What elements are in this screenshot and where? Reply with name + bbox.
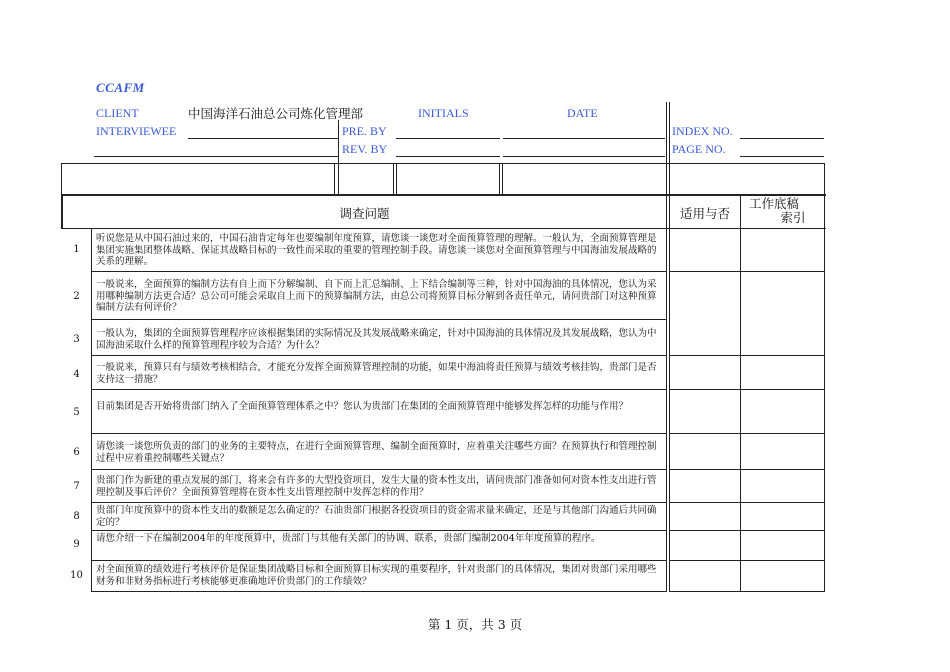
row-number: 6 <box>73 447 80 458</box>
interviewee-label: INTERVIEWEE <box>96 124 177 138</box>
blank-row-v5 <box>502 163 503 194</box>
num-col-divider <box>91 228 92 592</box>
header-divider-2 <box>666 102 667 194</box>
row-number: 7 <box>73 481 80 492</box>
row-divider <box>669 530 824 531</box>
row-divider <box>91 433 666 434</box>
row-divider <box>669 355 824 356</box>
row-number: 1 <box>73 244 80 255</box>
row-number: 9 <box>73 539 80 550</box>
col-applicable-header: 适用与否 <box>679 206 730 221</box>
row-divider <box>669 469 824 470</box>
client-value: 中国海洋石油总公司炼化管理部 <box>188 106 364 121</box>
row-divider <box>669 433 824 434</box>
row-divider <box>91 355 666 356</box>
question-text: 一般说来，全面预算的编制方法有自上而下分解编制、自下而上汇总编制、上下结合编制等三种，针对中国海油的具体情况，您认为采用哪种编制方法更合适？总公司可能会采取自上而下的预算编制方法，由总公司将预算目标分解到各责任单元，请问贵部门对这种预算编制方法有何评价？ <box>96 279 657 313</box>
row-number: 2 <box>73 291 80 302</box>
page-footer: 第 1 页，共 3 页 <box>427 617 523 632</box>
interviewee-underline <box>188 138 338 139</box>
page-no-label: PAGE NO. <box>672 142 726 156</box>
row-divider <box>91 560 666 561</box>
rev-by-label: REV. BY <box>342 142 388 156</box>
initials-label: INITIALS <box>418 106 469 120</box>
rev-by-date-underline <box>503 156 665 157</box>
row-number: 8 <box>73 511 80 522</box>
client-label: CLIENT <box>96 106 139 120</box>
blank-row-v4 <box>499 163 500 194</box>
header-divider-3 <box>669 102 670 194</box>
applicable-col-divider <box>740 194 741 592</box>
blank-row-left <box>61 163 62 194</box>
question-col-divider-a <box>666 194 667 592</box>
date-label: DATE <box>567 106 598 120</box>
question-text: 一般认为，集团的全面预算管理程序应该根据集团的实际情况及其发展战略来确定，针对中国海油的具体情况及其发展战略，您认为中国海油采取什么样的预算管理程序较为合适？为什么？ <box>96 328 657 351</box>
blank-row-v1 <box>334 163 335 194</box>
page-no-underline <box>740 156 824 157</box>
row-divider <box>669 591 824 592</box>
pre-by-date-underline <box>503 138 665 139</box>
question-text: 目前集团是否开始将贵部门纳入了全面预算管理体系之中？您认为贵部门在集团的全面预算管理中能够发挥怎样的功能与作用？ <box>96 401 629 412</box>
row-divider <box>91 271 666 272</box>
blank-row-v3 <box>396 163 397 194</box>
blank-row-top <box>61 163 824 164</box>
index-no-label: INDEX NO. <box>672 124 733 138</box>
index-no-underline <box>740 138 824 139</box>
table-header-top <box>61 194 826 196</box>
table-header-bottom <box>61 228 826 229</box>
row-number: 10 <box>70 570 83 581</box>
col-index-header-line1: 工作底稿 <box>748 196 799 211</box>
question-text: 贵部门年度预算中的资本性支出的数额是怎么确定的？石油贵部门根据各投资项目的资金需求量来确定，还是与其他部门沟通后共同确定的？ <box>96 505 657 528</box>
question-text: 一般说来，预算只有与绩效考核相结合，才能充分发挥全面预算管理控制的功能，如果中海油将责任预算与绩效考核挂钩，贵部门是否支持这一措施？ <box>96 362 657 385</box>
col-index-header-line2: 索引 <box>780 210 806 225</box>
row-divider <box>91 530 666 531</box>
ccafm-logo: CCAFM <box>96 80 145 95</box>
row-divider <box>91 591 666 592</box>
question-text: 对全面预算的绩效进行考核评价是保证集团战略目标和全面预算目标实现的重要程序，针对贵部门的具体情况，集团对贵部门采用哪些财务和非财务指标进行考核能够更准确地评价贵部门的工作绩效？ <box>96 564 657 587</box>
question-text: 贵部门作为新建的重点发展的部门，将来会有许多的大型投资项目，发生大量的资本性支出，请问贵部门准备如何对资本性支出进行管理控制及事后评价？全面预算管理将在资本性支出管理控制中发挥怎样的作用？ <box>96 475 657 498</box>
row-divider <box>669 389 824 390</box>
col-question-header: 调查问题 <box>339 206 390 221</box>
row-number: 4 <box>73 369 80 380</box>
question-col-divider-b <box>669 194 670 592</box>
question-text: 听说您是从中国石油过来的，中国石油肯定每年也要编制年度预算，请您谈一谈您对全面预算管理的理解。一般认为，全面预算管理是集团实施集团整体战略、保证其战略目标的一致性而采取的重要的管理控制手段。请您谈一谈您对全面预算管理与中国海油发展战略的关系的理解。 <box>96 233 657 267</box>
question-text: 请您介绍一下在编制2004年的年度预算中，贵部门与其他有关部门的协调、联系，贵部门编制2004年年度预算的程序。 <box>96 533 601 544</box>
row-divider <box>91 319 666 320</box>
table-right-border <box>824 194 825 592</box>
rev-by-left-underline <box>94 156 338 157</box>
row-divider <box>669 502 824 503</box>
question-text: 请您谈一谈您所负责的部门的业务的主要特点，在进行全面预算管理、编制全面预算时，应着重关注哪些方面？在预算执行和管理控制过程中应着重控制哪些关键点？ <box>96 441 657 464</box>
row-divider <box>91 389 666 390</box>
header-divider-1 <box>338 120 339 194</box>
row-divider <box>91 469 666 470</box>
pre-by-label: PRE. BY <box>342 124 387 138</box>
row-divider <box>91 502 666 503</box>
row-number: 5 <box>73 407 80 418</box>
blank-row-v2 <box>393 163 394 194</box>
pre-by-initials-underline <box>396 138 500 139</box>
row-divider <box>669 271 824 272</box>
rev-by-initials-underline <box>396 156 500 157</box>
blank-row-right <box>824 163 825 194</box>
row-divider <box>669 560 824 561</box>
row-number: 3 <box>73 334 80 345</box>
